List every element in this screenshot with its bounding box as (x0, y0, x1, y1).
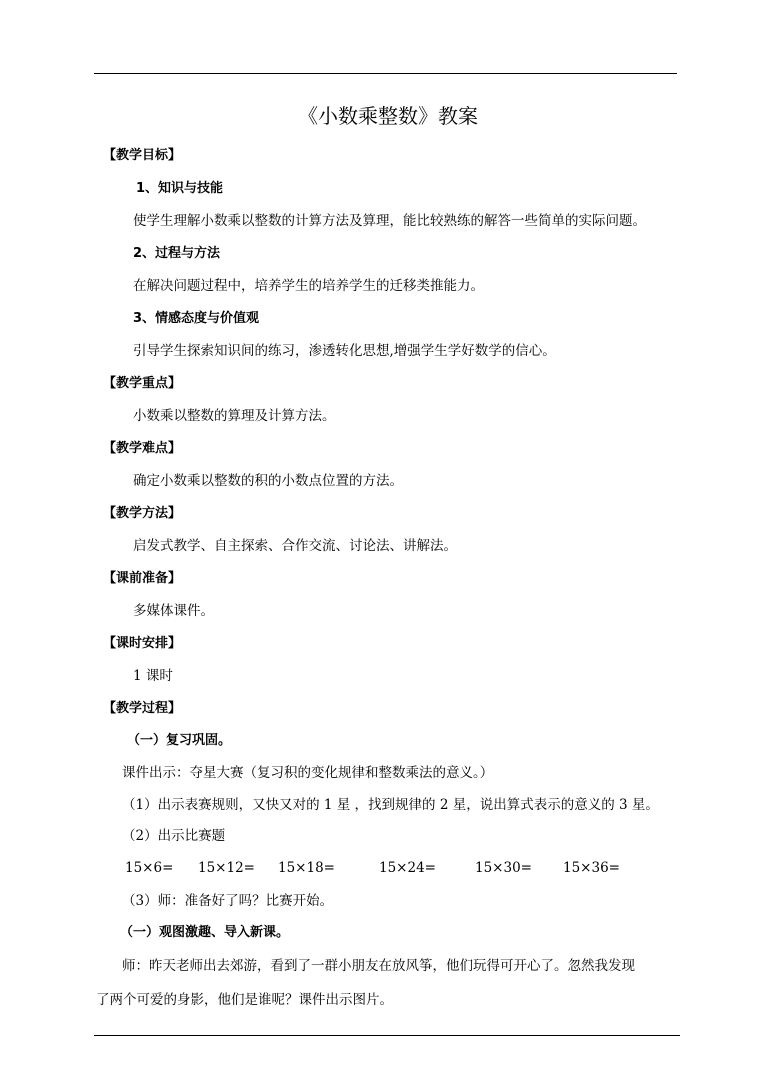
process-part2-title: （一）观图激趣、导入新课。 (120, 925, 290, 940)
heading-process: 【教学过程】 (103, 701, 182, 716)
goal-process-text: 在解决问题过程中，培养学生的培养学生的迁移类推能力。 (133, 278, 484, 294)
calc-item: 15×6= (125, 860, 174, 876)
process-part1-title: （一）复习巩固。 (127, 733, 232, 748)
document-title: 《小数乘整数》教案 (298, 104, 478, 128)
subheading-attitude-values: 3、情感态度与价值观 (133, 311, 260, 326)
subheading-process-method: 2、过程与方法 (133, 246, 221, 261)
process-line-rules: （1）出示表赛规则，又快又对的 1 星 ，找到规律的 2 星，说出算式表示的意义的 3 星。 (122, 797, 659, 813)
heading-difficulty: 【教学难点】 (103, 441, 182, 456)
difficulty-text: 确定小数乘以整数的积的小数点位置的方法。 (133, 473, 403, 489)
heading-schedule: 【课时安排】 (103, 636, 182, 651)
heading-preparation: 【课前准备】 (103, 571, 182, 586)
process-paragraph-line2: 了两个可爱的身影，他们是谁呢？课件出示图片。 (96, 992, 393, 1008)
heading-methods: 【教学方法】 (103, 506, 182, 521)
heading-key-point: 【教学重点】 (103, 376, 182, 391)
process-paragraph-line1: 师：昨天老师出去郊游，看到了一群小朋友在放风筝，他们玩得可开心了。忽然我发现 (122, 958, 635, 974)
process-line-courseware: 课件出示：夺星大赛（复习积的变化规律和整数乘法的意义。） (122, 765, 494, 781)
heading-teaching-goals: 【教学目标】 (103, 148, 182, 163)
goal-knowledge-text: 使学生理解小数乘以整数的计算方法及算理，能比较熟练的解答一些简单的实际问题。 (133, 213, 646, 229)
calc-item: 15×18= (278, 860, 335, 876)
methods-text: 启发式教学、自主探索、合作交流、讨论法、讲解法。 (133, 538, 457, 554)
goal-attitude-text: 引导学生探索知识间的练习，渗透转化思想,增强学生学好数学的信心。 (133, 343, 556, 359)
footer-rule (94, 1035, 680, 1036)
process-line-start: （3）师：准备好了吗？比赛开始。 (122, 893, 334, 909)
process-line-problems: （2）出示比赛题 (122, 828, 226, 844)
calc-item: 15×30= (475, 860, 532, 876)
calc-item: 15×12= (198, 860, 255, 876)
key-point-text: 小数乘以整数的算理及计算方法。 (133, 408, 336, 424)
calc-item: 15×24= (379, 860, 436, 876)
subheading-knowledge-skills: 1、知识与技能 (136, 181, 224, 196)
header-rule (94, 73, 677, 74)
calc-item: 15×36= (563, 860, 620, 876)
preparation-text: 多媒体课件。 (133, 603, 214, 619)
schedule-text: 1 课时 (133, 668, 173, 684)
